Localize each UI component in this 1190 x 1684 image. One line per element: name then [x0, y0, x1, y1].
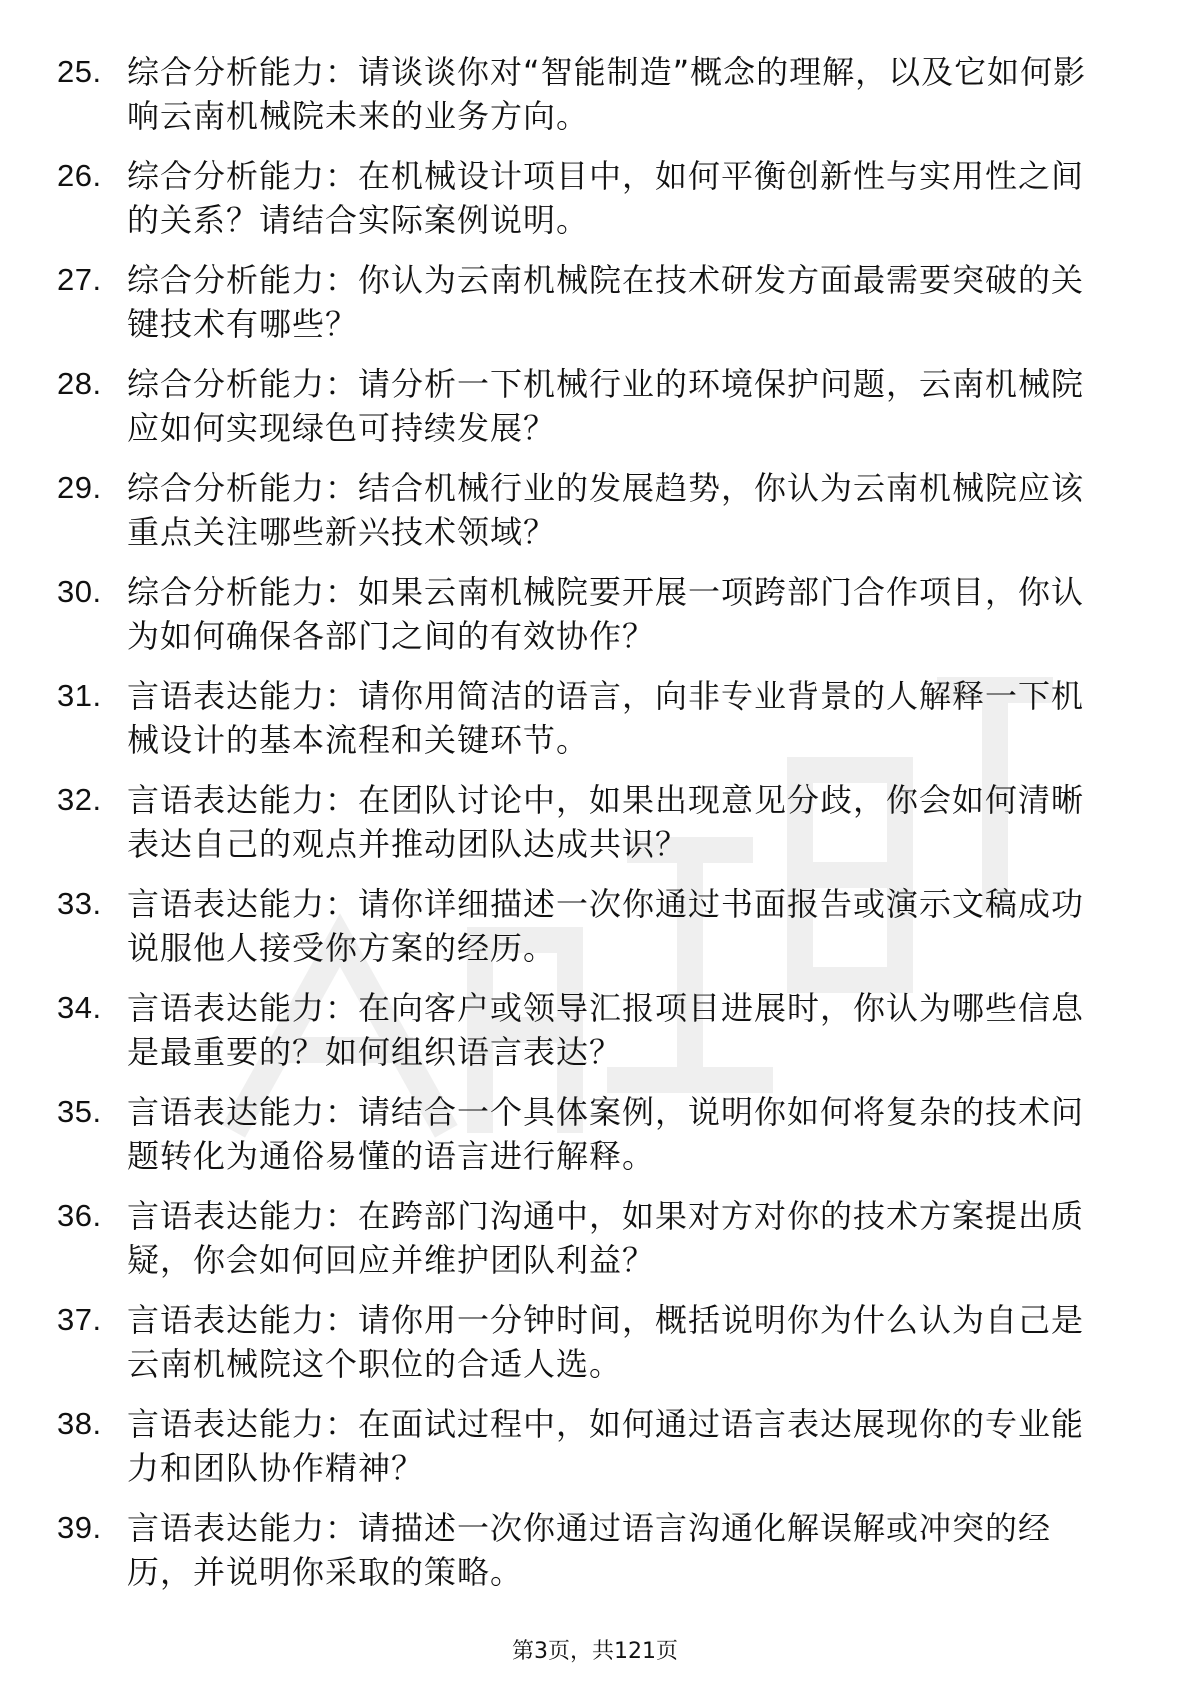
question-text — [127, 674, 1117, 762]
question-body: 在向客户或领导汇报项目进展时，你认为哪些信息是最重要的？如何组织语言表达？ — [127, 989, 1085, 1071]
question-text — [127, 882, 1117, 970]
question-number: 38. — [57, 1406, 102, 1441]
question-item — [57, 466, 1117, 570]
question-item — [57, 778, 1117, 882]
question-number: 30. — [57, 574, 102, 609]
question-text — [127, 362, 1117, 450]
question-body: 结合机械行业的发展趋势，你认为云南机械院应该重点关注哪些新兴技术领域？ — [127, 469, 1085, 551]
question-body: 请描述一次你通过语言沟通化解误解或冲突的经历，并说明你采取的策略。 — [127, 1509, 1052, 1591]
question-body: 请你详细描述一次你通过书面报告或演示文稿成功说服他人接受你方案的经历。 — [127, 885, 1085, 967]
question-body: 请你用一分钟时间，概括说明你为什么认为自己是云南机械院这个职位的合适人选。 — [127, 1301, 1085, 1383]
question-number: 37. — [57, 1302, 102, 1337]
question-text — [127, 466, 1117, 554]
question-body: 在面试过程中，如何通过语言表达展现你的专业能力和团队协作精神？ — [127, 1405, 1085, 1487]
question-body: 在机械设计项目中，如何平衡创新性与实用性之间的关系？请结合实际案例说明。 — [127, 157, 1085, 239]
question-body: 请你用简洁的语言，向非专业背景的人解释一下机械设计的基本流程和关键环节。 — [127, 677, 1085, 759]
question-number: 39. — [57, 1510, 102, 1545]
question-category: 言语表达能力： — [127, 1509, 359, 1547]
question-category: 言语表达能力： — [127, 885, 359, 923]
question-number: 36. — [57, 1198, 102, 1233]
question-item — [57, 1506, 1117, 1610]
question-body: 如果云南机械院要开展一项跨部门合作项目，你认为如何确保各部门之间的有效协作？ — [127, 573, 1085, 655]
question-category: 言语表达能力： — [127, 781, 359, 819]
question-item — [57, 570, 1117, 674]
question-category: 综合分析能力： — [127, 365, 359, 403]
question-category: 言语表达能力： — [127, 1301, 359, 1339]
question-text — [127, 1298, 1117, 1386]
question-category: 综合分析能力： — [127, 261, 359, 299]
question-item — [57, 986, 1117, 1090]
question-body: 在跨部门沟通中，如果对方对你的技术方案提出质疑，你会如何回应并维护团队利益？ — [127, 1197, 1085, 1279]
question-number: 29. — [57, 470, 102, 505]
question-item — [57, 258, 1117, 362]
question-body: 请分析一下机械行业的环境保护问题，云南机械院应如何实现绿色可持续发展？ — [127, 365, 1085, 447]
question-category: 综合分析能力： — [127, 157, 359, 195]
question-number: 28. — [57, 366, 102, 401]
question-item — [57, 50, 1117, 154]
question-category: 言语表达能力： — [127, 677, 359, 715]
question-item — [57, 154, 1117, 258]
question-item — [57, 882, 1117, 986]
question-category: 综合分析能力： — [127, 469, 359, 507]
question-body: 请结合一个具体案例，说明你如何将复杂的技术问题转化为通俗易懂的语言进行解释。 — [127, 1093, 1085, 1175]
question-text — [127, 778, 1117, 866]
question-text — [127, 986, 1117, 1074]
question-category: 言语表达能力： — [127, 1093, 359, 1131]
question-category: 综合分析能力： — [127, 573, 359, 611]
question-item — [57, 362, 1117, 466]
question-number: 32. — [57, 782, 102, 817]
question-category: 言语表达能力： — [127, 1197, 359, 1235]
question-text — [127, 1194, 1117, 1282]
question-text — [127, 154, 1117, 242]
question-category: 言语表达能力： — [127, 989, 359, 1027]
question-number: 31. — [57, 678, 102, 713]
question-number: 26. — [57, 158, 102, 193]
question-body: 你认为云南机械院在技术研发方面最需要突破的关键技术有哪些？ — [127, 261, 1085, 343]
question-text — [127, 1402, 1117, 1490]
question-number: 35. — [57, 1094, 102, 1129]
page-footer: 第3页，共121页 — [512, 1639, 678, 1664]
question-text — [127, 1506, 1117, 1594]
question-text — [127, 50, 1117, 138]
question-body: 在团队讨论中，如果出现意见分歧，你会如何清晰表达自己的观点并推动团队达成共识？ — [127, 781, 1085, 863]
question-list — [57, 50, 1117, 1610]
question-category: 综合分析能力： — [127, 53, 359, 91]
question-number: 34. — [57, 990, 102, 1025]
question-text — [127, 1090, 1117, 1178]
question-number: 25. — [57, 54, 102, 89]
question-body: 请谈谈你对“智能制造”概念的理解，以及它如何影响云南机械院未来的业务方向。 — [127, 53, 1087, 135]
question-text — [127, 570, 1117, 658]
question-item — [57, 1298, 1117, 1402]
question-number: 27. — [57, 262, 102, 297]
question-item — [57, 1194, 1117, 1298]
question-text — [127, 258, 1117, 346]
question-item — [57, 1402, 1117, 1506]
question-item — [57, 674, 1117, 778]
question-item — [57, 1090, 1117, 1194]
question-number: 33. — [57, 886, 102, 921]
question-category: 言语表达能力： — [127, 1405, 359, 1443]
